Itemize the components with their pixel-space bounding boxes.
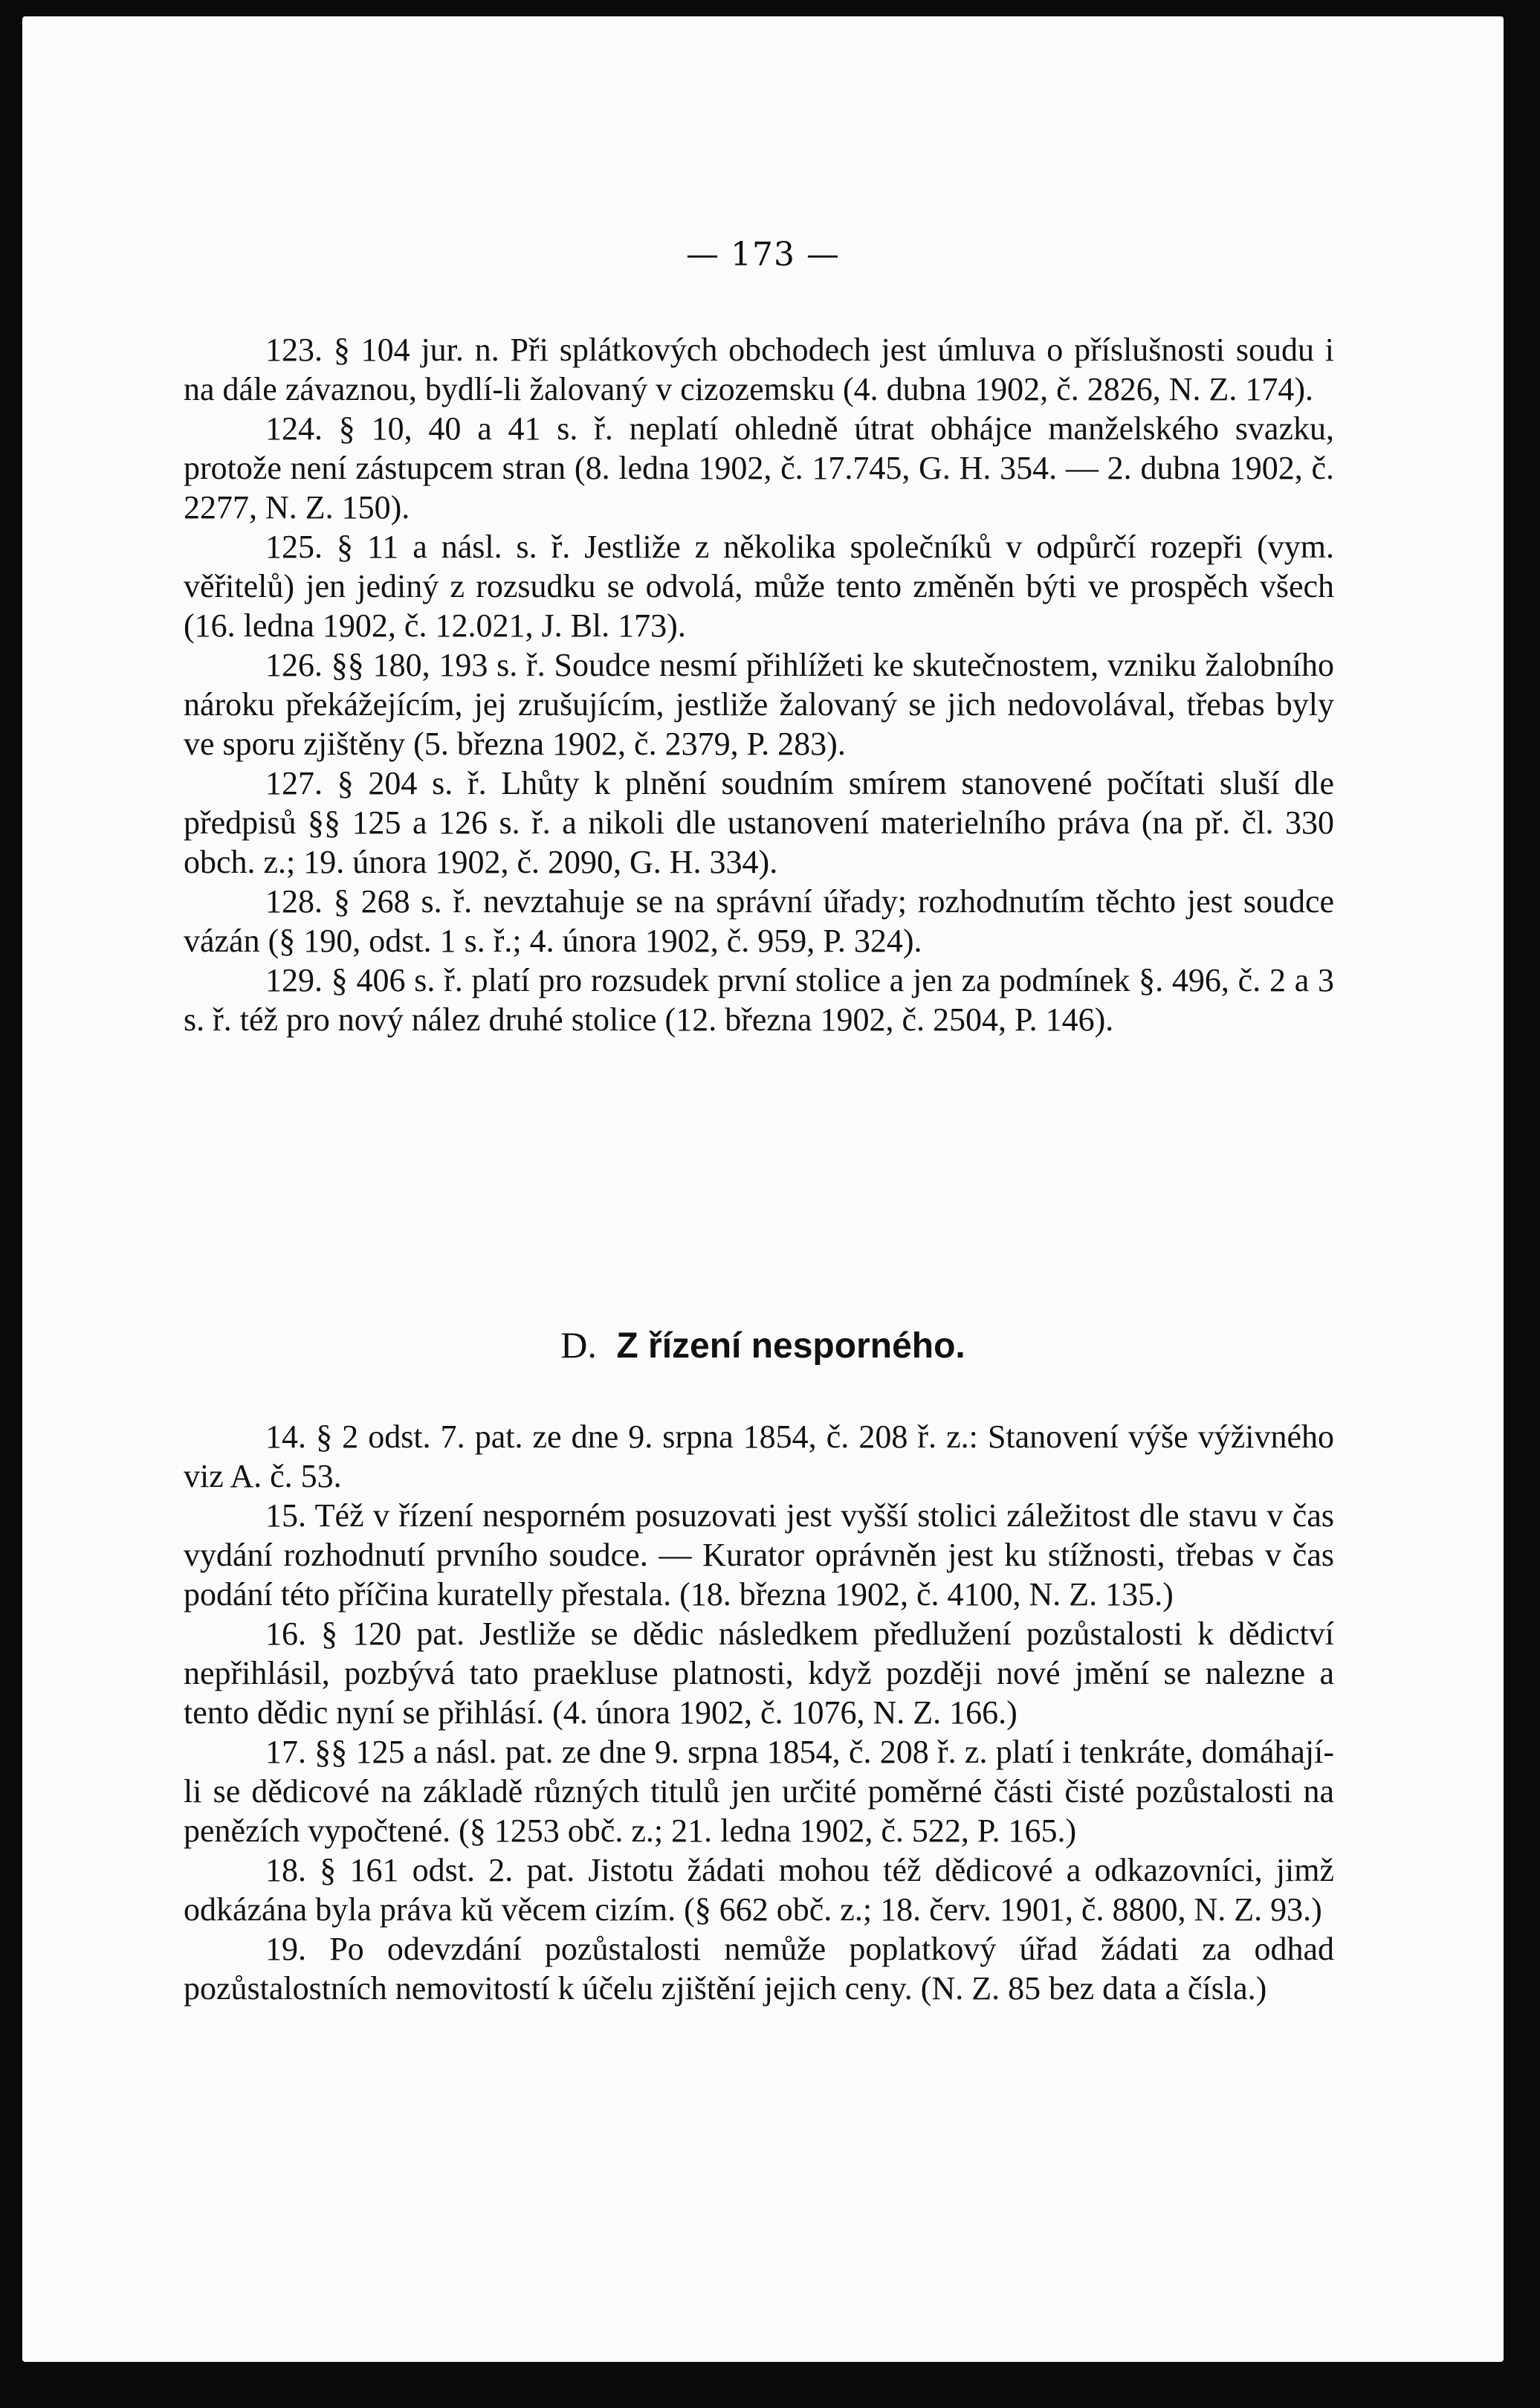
paragraph-17: 17. §§ 125 a násl. pat. ze dne 9. srpna 1854, č. 208 ř. z. platí i tenkráte, domáhají-li se dědicové na základě různých titulů jen určité poměrné části čisté pozůstalosti na penězích vypočtené. (§ 1253 obč. z.; 21. ledna 1902, č. 522, P. 165.) <box>184 1734 1334 1849</box>
section-heading <box>22 1323 1504 1366</box>
paragraph-18: 18. § 161 odst. 2. pat. Jistotu žádati mohou též dědicové a odkazovníci, jimž odkázána byla práva kŭ věcem cizím. (§ 662 obč. z.; 18. červ. 1901, č. 8800, N. Z. 93.) <box>184 1852 1334 1928</box>
paragraph-126: 126. §§ 180, 193 s. ř. Soudce nesmí přihlížeti ke skutečnostem, vzniku žalobního nároku překážejícím, jej zrušujícím, jestliže žalovaný se jich nedovolával, třebas byly ve sporu zjištěny (5. března 1902, č. 2379, P. 283). <box>184 647 1334 762</box>
paragraph-14: 14. § 2 odst. 7. pat. ze dne 9. srpna 1854, č. 208 ř. z.: Stanovení výše výživného viz A. č. 53. <box>184 1418 1334 1494</box>
paragraph-127: 127. § 204 s. ř. Lhůty k plnění soudním smírem stanovené počítati sluší dle předpisů §§ 125 a 126 s. ř. a nikoli dle ustanovení materielního práva (na př. čl. 330 obch. z.; 19. února 1902, č. 2090, G. H. 334). <box>184 765 1334 880</box>
book-page <box>22 16 1504 2362</box>
section-letter: D. <box>560 1324 597 1366</box>
page-number: — 173 — <box>686 236 840 274</box>
paragraph-129: 129. § 406 s. ř. platí pro rozsudek první stolice a jen za podmínek §. 496, č. 2 a 3 s. ř. též pro nový nález druhé stolice (12. března 1902, č. 2504, P. 146). <box>184 962 1334 1038</box>
paragraph-125: 125. § 11 a násl. s. ř. Jestliže z několika společníků v odpůrčí rozepři (vym. věřitelů) jen jediný z rozsudku se odvolá, může tento změněn býti ve prospěch všech (16. ledna 1902, č. 12.021, J. Bl. 173). <box>184 529 1334 644</box>
section-upper <box>184 330 1334 1039</box>
paragraph-123: 123. § 104 jur. n. Při splátkových obchodech jest úmluva o příslušnosti soudu i na dále závaznou, bydlí-li žalovaný v cizozemsku (4. dubna 1902, č. 2826, N. Z. 174). <box>184 332 1334 407</box>
section-lower <box>184 1417 1334 2008</box>
paragraph-15: 15. Též v řízení nesporném posuzovati jest vyšší stolici záležitost dle stavu v čas vydání rozhodnutí prvního soudce. — Kurator oprávněn jest ku stížnosti, třebas v čas podání této příčina kuratelly přestala. (18. března 1902, č. 4100, N. Z. 135.) <box>184 1497 1334 1613</box>
paragraph-16: 16. § 120 pat. Jestliže se dědic následkem předlužení pozůstalosti k dědictví nepřihlásil, pozbývá tato praekluse platnosti, když později nové jmění se nalezne a tento dědic nyní se přihlásí. (4. února 1902, č. 1076, N. Z. 166.) <box>184 1615 1334 1731</box>
section-title: Z řízení nesporného. <box>616 1326 965 1366</box>
paragraph-128: 128. § 268 s. ř. nevztahuje se na správní úřady; rozhodnutím těchto jest soudce vázán (§ 190, odst. 1 s. ř.; 4. února 1902, č. 959, P. 324). <box>184 883 1334 959</box>
paragraph-19: 19. Po odevzdání pozůstalosti nemůže poplatkový úřad žádati za odhad pozůstalostních nemovitostí k účelu zjištění jejich ceny. (N. Z. 85 bez data a čísla.) <box>184 1931 1334 2007</box>
paragraph-124: 124. § 10, 40 a 41 s. ř. neplatí ohledně útrat obhájce manželského svazku, protože není zástupcem stran (8. ledna 1902, č. 17.745, G. H. 354. — 2. dubna 1902, č. 2277, N. Z. 150). <box>184 410 1334 526</box>
